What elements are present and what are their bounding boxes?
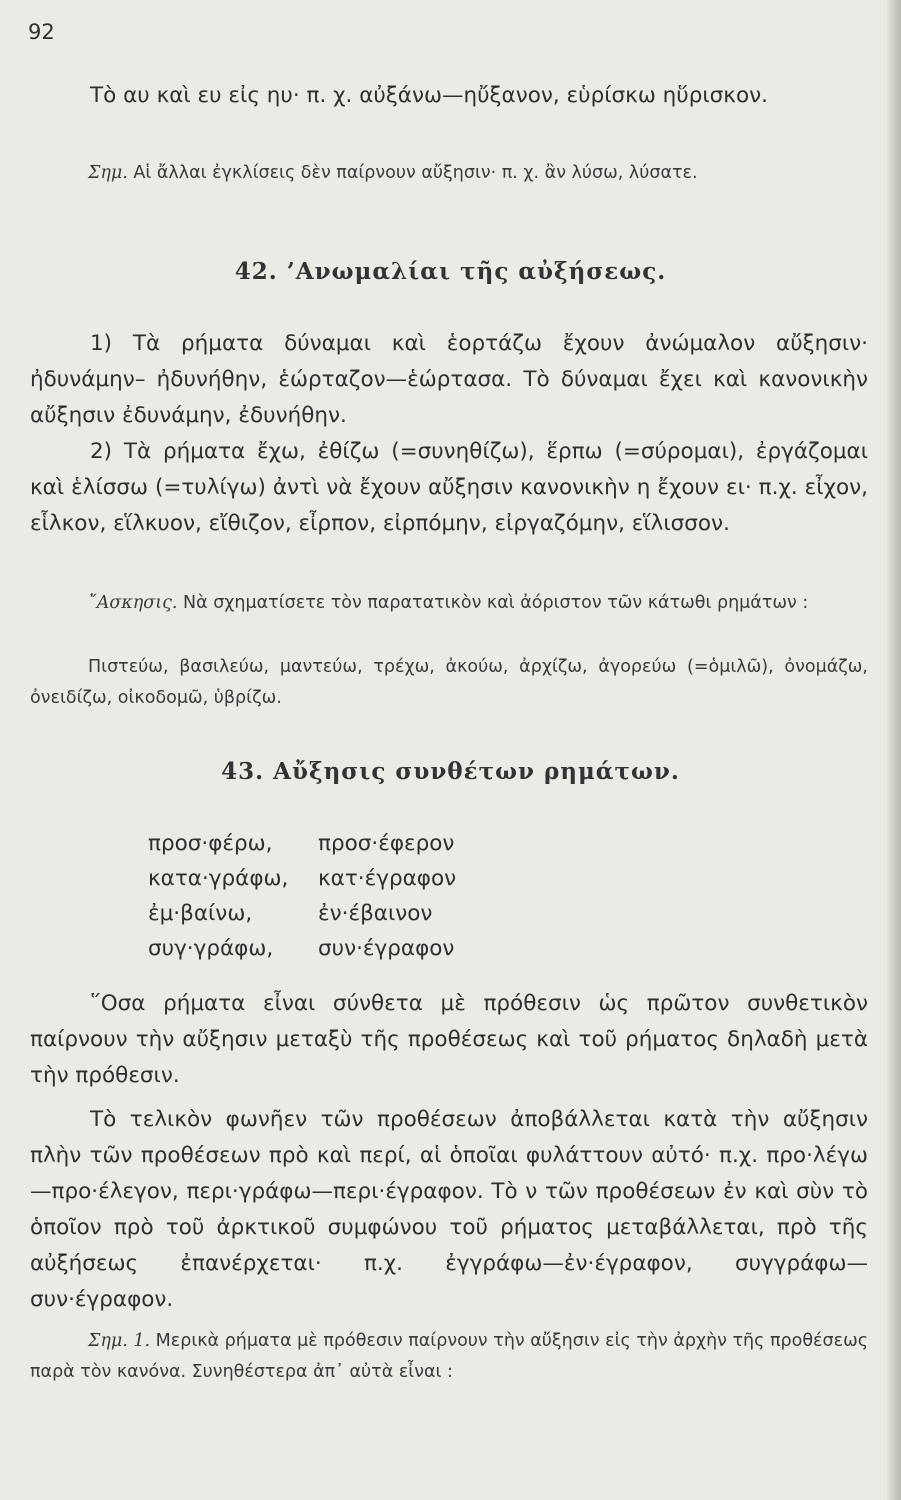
note-label: Σημ. 1. (88, 1331, 151, 1351)
conjugation-row (148, 931, 456, 966)
conjugation-row (148, 826, 456, 861)
conjugation-row (148, 861, 456, 896)
present-form: προσ·φέρω, (148, 831, 273, 856)
note-label: Σημ. (88, 163, 128, 183)
exercise-word-list: Πιστεύω, βασιλεύω, μαντεύω, τρέχω, ἀκούω, ἀρχίζω, ἀγορεύω (=ὁμιλῶ), ὀνομάζω, ὀνειδίζω, οἰκοδομῶ, ὑβρίζω. (30, 657, 868, 708)
paragraph-augment-au-eu: Τὸ αυ καὶ ευ εἰς ηυ· π. χ. αὐξάνω—ηὔξανον, εὑρίσκω ηὕρισκον. (90, 83, 768, 108)
section-heading-42: 42. ’Ανωμαλίαι τῆς αὐξήσεως. (234, 258, 667, 285)
imperfect-form: κατ·έγραφον (318, 866, 457, 891)
note-text: Μερικὰ ρήματα μὲ πρόθεσιν παίρνουν τὴν αὔξησιν εἰς τὴν ἀρχὴν τῆς προθέσεως παρὰ τὸν κανόνα. Συνηθέστερα ἀπ᾿ αὐτὰ εἶναι : (30, 1331, 868, 1382)
section-heading-43: 43. Αὔξησις συνθέτων ρημάτων. (221, 758, 680, 785)
note-text: Αἱ ἄλλαι ἐγκλίσεις δὲν παίρνουν αὔξησιν· π. χ. ἂν λύσω, λύσατε. (127, 163, 698, 183)
exercise-label: ῎Ασκησις. (88, 593, 178, 613)
note-other-moods (30, 158, 868, 189)
page-number: 92 (28, 20, 55, 44)
present-form: συγ·γράφω, (148, 936, 274, 961)
note-exceptions (30, 1326, 868, 1388)
imperfect-form: συν·έγραφον (318, 936, 455, 961)
paragraph-preposition-vowel: Τὸ τελικὸν φωνῆεν τῶν προθέσεων ἀποβάλλεται κατὰ τὴν αὔξησιν πλὴν τῶν προθέσεων πρὸ καὶ περί, αἱ ὁποῖαι φυλάττουν αὐτό· π.χ. προ·λέγω—προ·έλεγον, περι·γράφω—περι·έγραφον. Τὸ ν τῶν προθέσεων ἐν καὶ σὺν τὸ ὁποῖον πρὸ τοῦ ἀρκτικοῦ συμφώνου τοῦ ρήματος μεταβάλλεται, πρὸ τῆς αὐξήσεως ἐπανέρχεται· π.χ. ἐγγράφω—ἐν·έγραφον, συγγράφω—συν·έγραφον. (30, 1107, 868, 1312)
paragraph-irregular-2: 2) Τὰ ρήματα ἔχω, ἐθίζω (=συνηθίζω), ἕρπω (=σύρομαι), ἐργάζομαι καὶ ἑλίσσω (=τυλίγω) ἀντὶ νὰ ἔχουν αὔξησιν κανονικὴν η ἔχουν ει· π.χ. εἶχον, εἷλκον, εἵλκυον, εἴθιζον, εἶρπον, εἰρπόμην, εἰργαζόμην, εἵλισσον. (30, 439, 868, 536)
conjugation-table (148, 826, 456, 966)
imperfect-form: ἐν·έβαινον (318, 901, 433, 926)
exercise-instructions (30, 588, 868, 619)
exercise-text: Νὰ σχηματίσετε τὸν παρατατικὸν καὶ ἀόριστον τῶν κάτωθι ρημάτων : (177, 593, 809, 613)
paragraph-compound-augment: ῞Οσα ρήματα εἶναι σύνθετα μὲ πρόθεσιν ὡς πρῶτον συνθετικὸν παίρνουν τὴν αὔξησιν μεταξὺ τῆς προθέσεως καὶ τοῦ ρήματος δηλαδὴ μετὰ τὴν πρόθεσιν. (30, 991, 868, 1088)
imperfect-form: προσ·έφερον (318, 831, 455, 856)
conjugation-row (148, 896, 456, 931)
page-edge-shadow (887, 0, 901, 1500)
paragraph-irregular-1: 1) Τὰ ρήματα δύναμαι καὶ ἑορτάζω ἔχουν ἀνώμαλον αὔξησιν· ἠδυνάμην– ἠδυνήθην, ἑώρταζον—ἑώρτασα. Τὸ δύναμαι ἔχει καὶ κανονικὴν αὔξησιν ἐδυνάμην, ἐδυνήθην. (30, 331, 868, 428)
present-form: ἐμ·βαίνω, (148, 901, 253, 926)
present-form: κατα·γράφω, (148, 866, 289, 891)
